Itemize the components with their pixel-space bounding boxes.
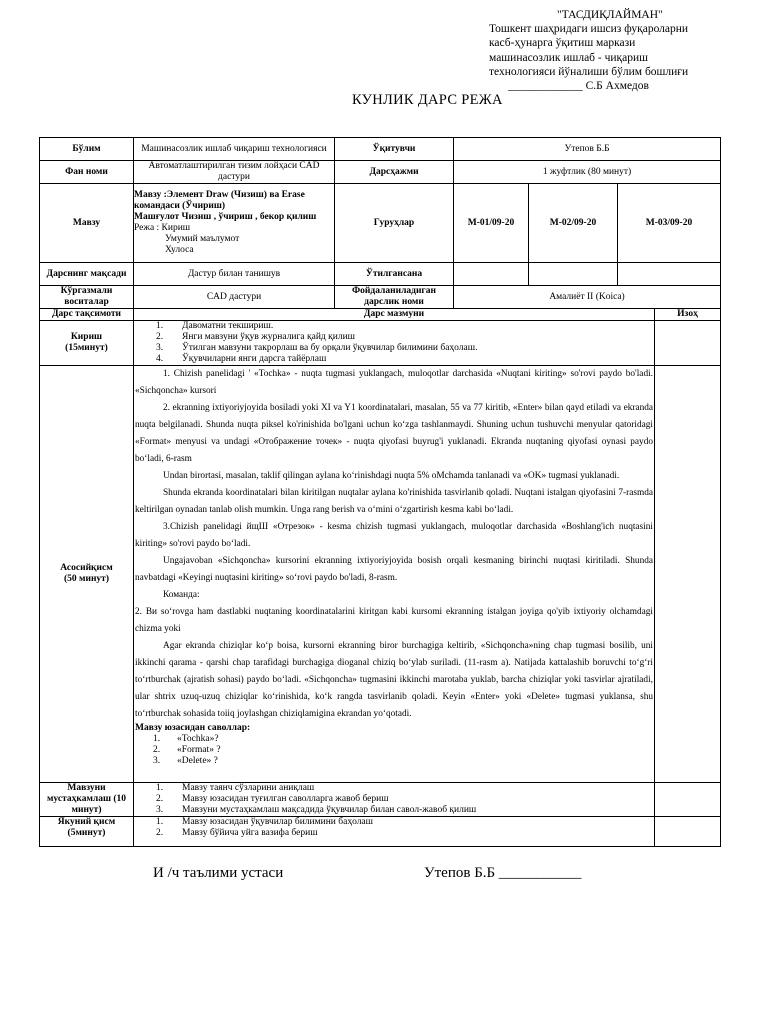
- hours-value: 1 жуфтлик (80 минут): [454, 161, 721, 184]
- main-paragraph: 3.Chizish panelidagi йщШ «Отрезок» - kesma chizish tugmasi yuklangach, muloqotlar darchasida «Boshlang'ich nuqtasini kiriting» so'rovi paydo bo‘ladi.: [135, 522, 653, 549]
- main-paragraph: 1. Chizish panelidagi ' «Tochka» - nuqta tugmasi yuklangach, muloqotlar darchasida «Nuqtani kiriting» so'rovi paydo bo'ladi. «Sichqoncha» kursori: [135, 369, 653, 396]
- group-cell: М-03/09-20: [618, 184, 721, 263]
- topic-line: Мавзу :Элемент Draw (Чизиш) ва Erase командаси (Ўчириш): [134, 190, 305, 211]
- main-paragraph: Ungajavoban «Sichqoncha» kursorini ekranning ixtiyoriyjoyida bosish orqali kesmaning birinchi nuqtasi kiritiladi. Shunda navbatdagi «Keyingi nuqtasini kiriting» so‘rovi paydo bo'ladi, 8-rasm.: [135, 556, 653, 583]
- plan-item: Умумий маълумот: [165, 234, 240, 244]
- main-paragraph: Shunda ekranda koordinatalari bilan kiritilgan nuqtalar aylana ko'rinishida tasvirlanib qoladi. Nuqtani istalgan qiyofasini 7-rasmda keltirilgan oynadan tanlab olish mumkin. Unga rang berish va o‘mini o‘zgartirish kesma kabi bo‘ladi.: [135, 488, 653, 515]
- final-content: [134, 817, 655, 847]
- notes-cell: [655, 366, 721, 783]
- aids-label: Кўргазмали воситалар: [40, 286, 134, 309]
- topic-line: Машғулот Чизиш , ўчириш , бекор қилиш: [134, 212, 317, 222]
- header-notes: Изоҳ: [655, 309, 721, 321]
- list-item: 1. Давоматни текшириш.: [156, 321, 274, 331]
- list-item: 2. Мавзу бўйича уйга вазифа бериш: [156, 828, 318, 838]
- hours-label: Дарсҳажми: [335, 161, 454, 184]
- consolidation-content: [134, 783, 655, 817]
- main-paragraph: Undan birortasi, masalan, taklif qilingan aylana ko‘rinishdagi nuqta 5% oMchamda tanlanadi va «OK» tugmasi yuklanadi.: [163, 471, 620, 481]
- document-title: КУНЛИК ДАРС РЕЖА: [352, 92, 503, 108]
- goal-value: Дастур билан танишув: [134, 263, 335, 286]
- approval-block: [489, 8, 759, 93]
- question-item: 3. «Delete» ?: [153, 756, 218, 766]
- plan-item: Хулоса: [165, 245, 194, 255]
- main-paragraph: Команда:: [163, 590, 200, 600]
- literature-value: Амалиёт II (Koica): [454, 286, 721, 309]
- footer-name: Утепов Б.Б ___________: [424, 865, 582, 881]
- approval-line: технологияси йўналиши бўлим бошлиғи: [489, 65, 689, 78]
- main-label: Асосийқисм (50 минут): [40, 366, 134, 783]
- question-item: 1. «Tochka»?: [153, 734, 219, 744]
- questions-title: Мавзу юзасидан саволлар:: [135, 723, 251, 733]
- aids-value: CAD дастури: [134, 286, 335, 309]
- goal-label: Дарснинг мақсади: [40, 263, 134, 286]
- plan-label: Режа : Кириш: [134, 223, 191, 233]
- list-item: 4. Ўқувчиларни янги дарсга тайёрлаш: [156, 354, 327, 364]
- groups-label: Гуруҳлар: [335, 184, 454, 263]
- teacher-label: Ўқитувчи: [335, 138, 454, 161]
- main-paragraph: 2. ekranning ixtiyoriyjoyida bosiladi yoki XI va Y1 koordinatalari, masalan, 55 va 77 kiritib, «Enter» bilan qayd etiladi va ekranda nuqta belgilanadi. Shunda nuqta piksel ko'rinishida bo'lgani uchun ko‘zga tashlanmaydi. Shuning uchun tushuvchi menyular qatoridagi «Format» menyusi va undagi «Отображение точек» - nuqta qiyofasi buyrug'i yuklanadi. Ekranda nuqtaning qiyofasi oynasi paydo bo‘ladi, 6-rasm: [135, 403, 653, 464]
- approval-title: "ТАСДИҚЛАЙМАН": [557, 9, 663, 21]
- taught-date-label: Ўтилгансана: [335, 263, 454, 286]
- teacher-value: Утепов Б.Б: [454, 138, 721, 161]
- final-label: Якуний қисм (5минут): [40, 817, 134, 847]
- taught-date-cell: [454, 263, 529, 286]
- notes-cell: [655, 817, 721, 847]
- main-content: [134, 366, 655, 783]
- approval-line: Тошкент шаҳридаги ишсиз фуқароларни: [489, 23, 689, 36]
- question-item: 2. «Format» ?: [153, 745, 221, 755]
- literature-label: Фойдаланиладиган дарслик номи: [335, 286, 454, 309]
- taught-date-cell: [529, 263, 618, 286]
- approval-line: машинасозлик ишлаб - чиқариш: [489, 51, 648, 64]
- approval-line: касб-ҳунарга ўқитиш маркази: [489, 37, 636, 50]
- taught-date-cell: [618, 263, 721, 286]
- subject-value: Автоматлаштирилган тизим лойҳаси CAD дастури: [134, 161, 335, 184]
- list-item: 3. Ўтилган мавзуни такрорлаш ва бу орқали ўқувчилар билимини баҳолаш.: [156, 343, 478, 353]
- subject-label: Фан номи: [40, 161, 134, 184]
- lesson-content-table: [39, 308, 721, 847]
- approval-signature: _____________ С.Б Ахмедов: [508, 80, 649, 93]
- footer-role: И /ч таълими устаси: [153, 865, 284, 881]
- topic-value: [134, 184, 335, 263]
- consolidation-label: Мавзуни мустаҳкамлаш (10 минут): [40, 783, 134, 817]
- main-paragraph: Agar ekranda chiziqlar ko‘p boisa, kursorni ekranning biror burchagiga keltirib, «Sichqoncha»ning chap tugmasi bosilib, uni ikkinchi qarama - qarshi chap tarafidagi burchagiga dioganal chiziq bo‘ylab suriladi. (11-rasm a). Natijada kattalashib boruvchi to‘g‘ri to‘rtburchak (ajratish sohasi) paydo bo‘ladi. «Sichqoncha» tugmasini ikkinchi marotaba yuklab, barcha chiziqlar yoki tasvirlar ajratiladi, ular shtrix uzuq-uzuq chiziqlar ko‘rinishida, ko‘k rangda tasvirlanib qoladi. Keyin «Enter» yoki «Delete» tugmasi yuklansa, shu to‘rtburchak sohasida toiiq joylashgan chiziqlamigina ekrandan yo‘qotadi.: [135, 641, 653, 719]
- intro-content: [134, 321, 655, 366]
- main-paragraph: 2. Ви so‘rovga ham dastlabki nuqtaning koordinatalarini kiritgan kabi kursomi ekranning istalgan joyiga qo'yib ixtiyoriy olchamdagi chizma yoki: [135, 607, 653, 634]
- department-label: Бўлим: [40, 138, 134, 161]
- list-item: 2. Мавзу юзасидан туғилган саволларга жавоб бериш: [156, 794, 389, 804]
- topic-label: Мавзу: [40, 184, 134, 263]
- intro-label: Кириш (15минут): [40, 321, 134, 366]
- header-content: Дарс мазмуни: [134, 309, 655, 321]
- notes-cell: [655, 783, 721, 817]
- notes-cell: [655, 321, 721, 366]
- list-item: 3. Мавзуни мустаҳкамлаш мақсадида ўқувчилар билан савол-жавоб қилиш: [156, 805, 477, 815]
- list-item: 2. Янги мавзуни ўқув журналига қайд қилиш: [156, 332, 355, 342]
- group-cell: М-01/09-20: [454, 184, 529, 263]
- group-cell: М-02/09-20: [529, 184, 618, 263]
- department-value: Машинасозлик ишлаб чиқариш технологияси: [134, 138, 335, 161]
- lesson-info-table: [39, 137, 721, 309]
- list-item: 1. Мавзу юзасидан ўқувчилар билимини баҳолаш: [156, 817, 373, 827]
- list-item: 1. Мавзу таянч сўзларини аниқлаш: [156, 783, 315, 793]
- header-distribution: Дарс тақсимоти: [40, 309, 134, 321]
